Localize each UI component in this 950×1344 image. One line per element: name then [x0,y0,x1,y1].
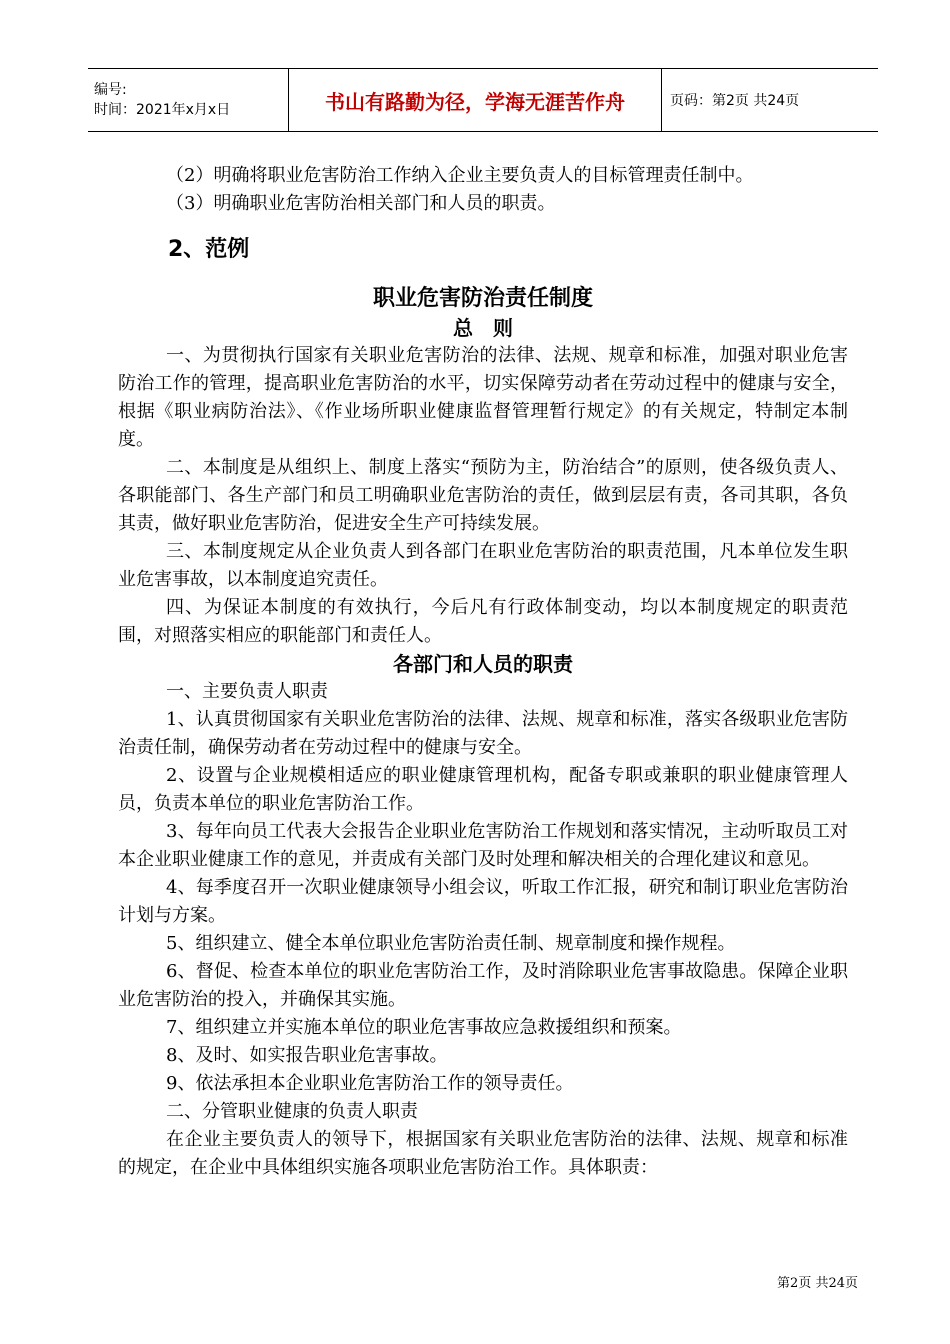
intro-paragraph-2: （3）明确职业危害防治相关部门和人员的职责。 [166,193,556,214]
number-label: 编号: [94,82,127,98]
page-footer: 第2页 共24页 [777,1276,858,1291]
duty-item: 7、组织建立并实施本单位的职业危害事故应急救援组织和预案。 [166,1017,682,1038]
header-page-info [662,69,878,131]
duty-item: 在企业主要负责人的领导下，根据国家有关职业危害防治的法律、法规、规章和标准的规定，在企业中具体组织实施各项职业危害防治工作。具体职责： [118,1129,848,1178]
duty-item: 二、分管职业健康的负责人职责 [166,1101,418,1122]
duty-item: 3、每年向员工代表大会报告企业职业危害防治工作规划和落实情况，主动听取员工对本企业职业健康工作的意见，并责成有关部门及时处理和解决相关的合理化建议和意见。 [118,821,848,870]
header-motto [288,69,662,131]
duty-item: 一、主要负责人职责 [166,681,328,702]
section-heading: 2、范例 [168,237,250,262]
page-info-text: 页码：第2页 共24页 [670,93,800,109]
page-header [88,68,878,132]
duty-item: 4、每季度召开一次职业健康领导小组会议，听取工作汇报，研究和制订职业危害防治计划与方案。 [118,877,848,926]
general-paragraph: 一、为贯彻执行国家有关职业危害防治的法律、法规、规章和标准，加强对职业危害防治工作的管理，提高职业危害防治的水平，切实保障劳动者在劳动过程中的健康与安全，根据《职业病防治法》、《作业场所职业健康监督管理暂行规定》的有关规定，特制定本制度。 [118,345,848,450]
time-label: 时间：2021年x月x日 [94,102,231,118]
motto-text: 书山有路勤为径，学海无涯苦作舟 [325,89,625,114]
general-paragraph: 三、本制度规定从企业负责人到各部门在职业危害防治的职责范围，凡本单位发生职业危害事故，以本制度追究责任。 [118,541,848,590]
duty-item: 2、设置与企业规模相适应的职业健康管理机构，配备专职或兼职的职业健康管理人员，负责本单位的职业危害防治工作。 [118,765,848,814]
duty-item: 6、督促、检查本单位的职业危害防治工作，及时消除职业危害事故隐患。保障企业职业危害防治的投入，并确保其实施。 [118,961,848,1010]
duty-item: 1、认真贯彻国家有关职业危害防治的法律、法规、规章和标准，落实各级职业危害防治责任制，确保劳动者在劳动过程中的健康与安全。 [118,709,848,758]
duty-item: 9、依法承担本企业职业危害防治工作的领导责任。 [166,1073,574,1094]
general-paragraph: 二、本制度是从组织上、制度上落实“预防为主，防治结合”的原则，使各级负责人、各职能部门、各生产部门和员工明确职业危害防治的责任，做到层层有责，各司其职，各负其责，做好职业危害防治，促进安全生产可持续发展。 [118,457,848,534]
duty-item: 5、组织建立、健全本单位职业危害防治责任制、规章制度和操作规程。 [166,933,736,954]
header-meta [88,69,288,131]
document-body [118,162,848,1182]
general-paragraph: 四、为保证本制度的有效执行，今后凡有行政体制变动，均以本制度规定的职责范围，对照落实相应的职能部门和责任人。 [118,597,848,646]
general-heading: 总 则 [453,316,513,340]
duties-heading: 各部门和人员的职责 [393,652,573,676]
duty-item: 8、及时、如实报告职业危害事故。 [166,1045,448,1066]
document-title: 职业危害防治责任制度 [372,286,593,311]
intro-paragraph-1: （2）明确将职业危害防治工作纳入企业主要负责人的目标管理责任制中。 [166,165,754,186]
